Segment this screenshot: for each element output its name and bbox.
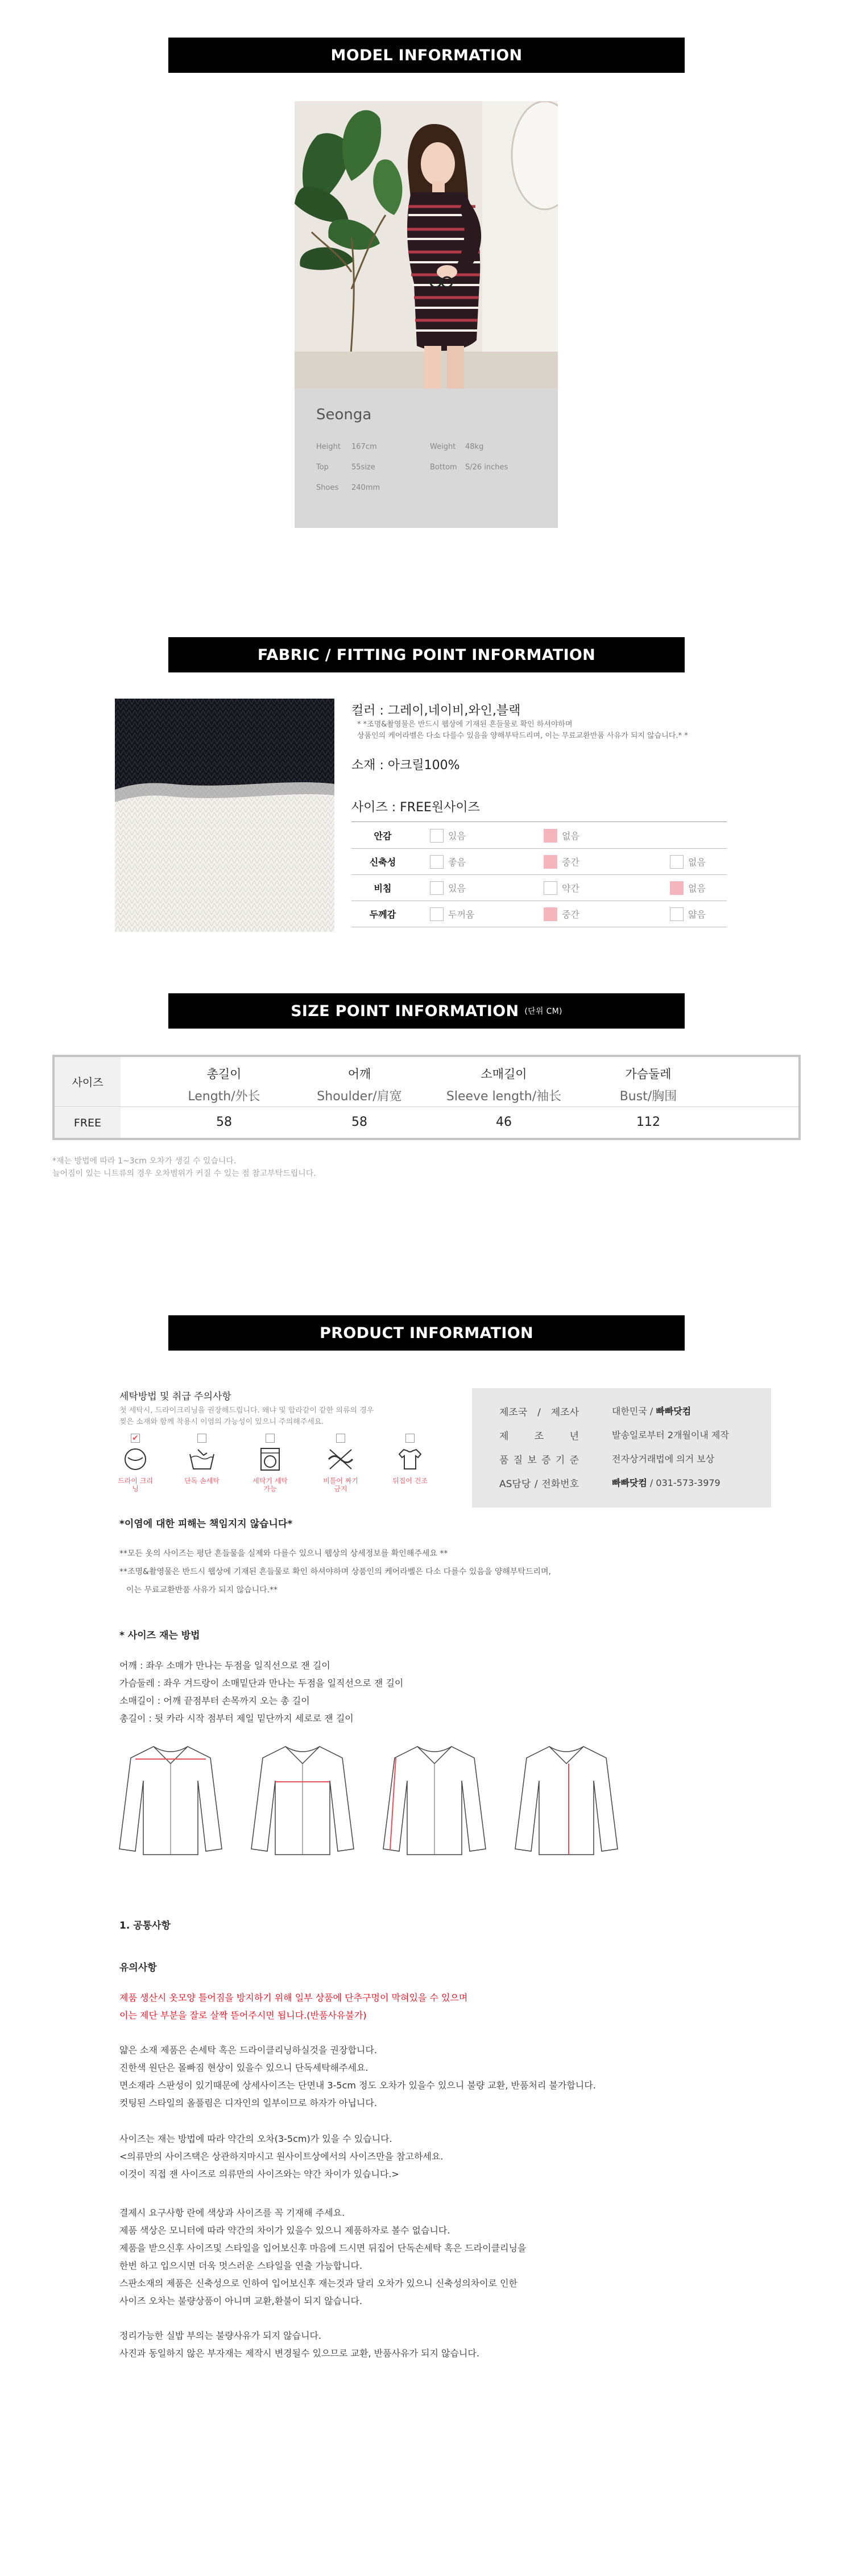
care-icon-label: 세탁기 세탁가능 — [252, 1477, 288, 1493]
care-check — [405, 1434, 415, 1443]
fit-option — [430, 907, 474, 921]
fit-option-label: 중간 — [562, 857, 579, 868]
product-banner — [168, 1315, 685, 1351]
fit-option-label: 없음 — [688, 883, 706, 894]
care-desc-2: 찢은 소재와 함께 착용시 이염의 가능성이 있으니 주의해주세요. — [119, 1418, 324, 1426]
banner-title: PRODUCT INFORMATION — [320, 1324, 533, 1342]
fit-option-label: 있음 — [448, 831, 466, 841]
fit-option — [544, 855, 579, 869]
shirt-diagram-bust — [246, 1741, 359, 1860]
notice-line: 컷팅된 스타일의 올풀림은 디자인의 일부이므로 하자가 아닙니다. — [119, 2098, 377, 2108]
notice-line: 진한색 원단은 몰빠짐 현상이 있을수 있으니 단독세탁해주세요. — [119, 2062, 368, 2073]
shirt-diagram-sleeve — [378, 1741, 491, 1860]
info-value-text: 대한민국 / — [612, 1406, 656, 1417]
care-icon-inside-out — [391, 1434, 429, 1485]
fit-option-label: 좋음 — [448, 857, 466, 868]
info-value-text: / 031-573-3979 — [647, 1477, 721, 1488]
measure-line: 총길이 : 뒷 카라 시작 점부터 제일 밑단까지 세로로 잰 길이 — [119, 1713, 354, 1724]
fit-checkbox — [670, 907, 684, 921]
fit-checkbox — [670, 855, 684, 869]
fit-checkbox — [430, 855, 444, 869]
fit-row-name: 두께감 — [369, 909, 396, 920]
fit-option-label: 약간 — [562, 883, 579, 894]
washing-machine-icon — [255, 1446, 285, 1472]
fit-option — [430, 829, 466, 843]
care-check — [336, 1434, 345, 1443]
size-value-shoulder: 58 — [351, 1115, 367, 1129]
notice-line: 이것이 직접 잰 사이즈로 의류만의 사이즈와는 약간 차이가 있습니다.> — [119, 2169, 399, 2179]
fit-option — [430, 881, 466, 895]
caution-red-block — [119, 1989, 467, 2024]
notice-line: <의류만의 사이즈택은 상관하지마시고 원사이트상에서의 사이즈만을 참고하세요. — [119, 2151, 444, 2162]
size-banner — [168, 993, 685, 1029]
fit-checkbox — [544, 881, 557, 895]
fit-option-label: 중간 — [562, 909, 579, 920]
fabric-material-label: 소재 : 아크릴100% — [351, 758, 460, 773]
info-key: AS담당 / 전화번호 — [499, 1479, 579, 1490]
info-value-as — [612, 1476, 721, 1489]
notice-line: 사진과 동일하지 않은 부자재는 제작시 변경될수 있으므로 교환, 반품사유가 되지 않습니다. — [119, 2348, 479, 2359]
spec-key: Bottom — [430, 463, 457, 472]
fit-row-name: 비침 — [374, 883, 392, 894]
notice-paragraph-3 — [119, 2204, 526, 2310]
col-label-en: Sleeve length/袖长 — [446, 1089, 562, 1104]
spec-key: Height — [316, 443, 341, 451]
care-icon-label: 드라이 크리닝 — [118, 1477, 153, 1493]
care-title: 세탁방법 및 취급 주의사항 — [119, 1391, 231, 1402]
notice-paragraph-4 — [119, 2327, 479, 2362]
fabric-size-label: 사이즈 : FREE원사이즈 — [351, 800, 480, 815]
size-value-length: 58 — [216, 1115, 232, 1129]
notice-line: 스판소재의 제품은 신축성으로 인하여 입어보신후 재는것과 달리 오차가 있으니 신축성의차이로 인한 — [119, 2278, 518, 2289]
care-desc-1: 첫 세탁시, 드라이크리닝을 권장해드립니다. 왜냐 및 합라같이 같한 의류의 경우 — [119, 1406, 374, 1415]
care-icon-label: 비틀어 짜기금지 — [323, 1477, 358, 1493]
shirt-inside-out-icon — [395, 1446, 425, 1472]
notice-line: 면소재라 스판성이 있기때문에 상세사이즈는 단면내 3-5cm 정도 오차가 있을수 있으니 불량 교환, 반품처리 불가합니다. — [119, 2080, 596, 2091]
measure-title: * 사이즈 재는 방법 — [119, 1630, 200, 1641]
spec-value: 55size — [351, 463, 375, 472]
fit-option — [670, 881, 706, 895]
col-label-ko: 소매길이 — [481, 1067, 527, 1081]
fit-row-stretch — [351, 849, 727, 875]
size-col-bust — [591, 1065, 705, 1104]
info-value-brand: 빠빠닷컴 — [612, 1477, 647, 1488]
model-name: Seonga — [316, 406, 372, 423]
measure-line: 가슴둘레 : 좌우 겨드랑이 소매밑단과 만나는 두점을 일직선으로 잰 길이 — [119, 1678, 404, 1689]
notice-line: 제품 색상은 모니터에 따라 약간의 차이가 있을수 있으니 제품하자로 볼수 없습니다. — [119, 2225, 450, 2236]
care-check — [197, 1434, 206, 1443]
spec-value: 48kg — [465, 443, 484, 451]
warning-line-3: 이는 무료교환반품 사유가 되지 않습니다.** — [126, 1586, 278, 1595]
size-row-label: FREE — [55, 1108, 121, 1138]
fit-option-label: 없음 — [688, 857, 706, 868]
fit-option — [670, 907, 706, 921]
model-photo-illustration — [295, 101, 558, 389]
care-icon-no-wring — [322, 1434, 359, 1493]
fit-row-sheer — [351, 875, 727, 901]
fabric-color-note-2: 상품인의 케어라벨은 다소 다를수 있음을 양해부탁드리며, 이는 무료교환반품 사유가 되지 않습니다.* * — [357, 732, 688, 740]
caution-title: 유의사항 — [119, 1962, 157, 1974]
size-col-length — [167, 1065, 281, 1104]
info-value-date: 발송일로부터 2개월이내 제작 — [612, 1430, 729, 1440]
col-label-ko: 어깨 — [347, 1067, 371, 1081]
fabric-color-note-1: * *조명&촬영물은 반드시 웹상에 기재된 흔들물로 확인 하셔야하며 — [357, 720, 573, 729]
size-note-2: 늘어짐이 있는 니트류의 경우 오차범위가 커질 수 있는 점 참고부탁드립니다. — [52, 1169, 316, 1178]
notice-paragraph-1 — [119, 2041, 596, 2112]
model-spec-weight — [430, 443, 483, 451]
fit-checkbox — [430, 907, 444, 921]
info-key: 제조국 / 제조사 — [499, 1407, 579, 1418]
product-info-box — [472, 1388, 771, 1508]
info-value-warranty: 전자상거래법에 의거 보상 — [612, 1454, 715, 1464]
model-spec-bottom — [430, 463, 508, 472]
fit-option-label: 없음 — [562, 831, 579, 841]
spec-value: S/26 inches — [465, 463, 508, 472]
fit-option-label: 있음 — [448, 883, 466, 894]
fit-row-name: 신축성 — [369, 857, 396, 868]
notice-line: 사이즈 오차는 불량상품이 아니며 교환,환불이 되지 않습니다. — [119, 2296, 363, 2306]
measure-line: 어깨 : 좌우 소매가 만나는 두점을 일직선으로 잰 길이 — [119, 1660, 330, 1671]
size-col-sleeve — [430, 1065, 578, 1104]
care-icon-dry-clean — [117, 1434, 154, 1493]
info-value-origin — [612, 1404, 691, 1417]
fit-option — [430, 855, 466, 869]
care-icon-label: 뒤집어 건조 — [392, 1477, 428, 1485]
fit-option — [670, 855, 706, 869]
size-table — [52, 1055, 801, 1140]
notice-line: 얇은 소재 제품은 손세탁 혹은 드라이클리닝하실것을 권장합니다. — [119, 2045, 377, 2055]
fit-option — [544, 881, 579, 895]
fit-checkbox-selected — [544, 855, 557, 869]
fit-checkbox — [430, 829, 444, 843]
fit-checkbox — [430, 881, 444, 895]
model-spec-height — [316, 443, 377, 451]
size-note-1: *재는 방법에 따라 1~3cm 오차가 생길 수 있습니다. — [52, 1157, 237, 1166]
fabric-color-label: 컬러 : 그레이,네이비,와인,블랙 — [351, 704, 521, 718]
notice-line: 정리가능한 실밥 부의는 불량사유가 되지 않습니다. — [119, 2330, 322, 2341]
shirt-diagram-shoulder — [114, 1741, 227, 1860]
info-value-brand: 빠빠닷컴 — [656, 1406, 691, 1417]
spec-value: 240mm — [351, 484, 380, 492]
fit-row-lining — [351, 823, 727, 849]
size-table-header — [55, 1057, 798, 1107]
notice-line: 사이즈는 재는 방법에 따라 약간의 오차(3-5cm)가 있을 수 있습니다. — [119, 2133, 392, 2144]
size-value-bust: 112 — [636, 1115, 660, 1129]
size-value-sleeve: 46 — [496, 1115, 512, 1129]
fit-option — [544, 907, 579, 921]
warning-line-2: **조명&촬영물은 반드시 웹상에 기재된 흔들물로 확인 하셔야하며 상품인의 케어라벨은 다소 다를수 있음을 양해부탁드리며, — [119, 1567, 551, 1576]
notice-paragraph-2 — [119, 2130, 443, 2183]
banner-title: FABRIC / FITTING POINT INFORMATION — [257, 646, 596, 664]
size-col-shoulder — [303, 1065, 416, 1104]
col-label-en: Shoulder/肩宽 — [317, 1089, 402, 1104]
care-check: ✔ — [131, 1434, 140, 1443]
info-key: 제 조 년 — [499, 1431, 579, 1442]
spec-key: Shoes — [316, 484, 339, 492]
warning-title: *이염에 대한 피해는 책임지지 않습니다* — [119, 1518, 293, 1530]
care-icon-label: 단독 손세탁 — [184, 1477, 220, 1485]
caution-red-line: 제품 생산시 옷모양 틀어짐을 방지하기 위해 일부 상품에 단추구멍이 막혀있을 수 있으며 — [119, 1992, 468, 2003]
dry-clean-icon — [120, 1446, 151, 1472]
care-check — [266, 1434, 275, 1443]
col-label-ko: 총길이 — [206, 1067, 242, 1081]
fit-row-name: 안감 — [374, 831, 392, 841]
fit-checkbox-selected — [670, 881, 684, 895]
notice-line: 한번 하고 입으시면 더욱 멋스러운 스타일을 연출 가능합니다. — [119, 2260, 363, 2271]
care-icon-hand-wash — [183, 1434, 221, 1485]
model-photo — [295, 101, 558, 389]
col-label-en: Length/外长 — [188, 1089, 260, 1104]
spec-value: 167cm — [351, 443, 377, 451]
col-label-ko: 가슴둘레 — [625, 1067, 672, 1081]
model-spec-top — [316, 463, 375, 472]
care-icon-machine-wash — [251, 1434, 289, 1493]
notice-line: 결제시 요구사항 란에 색상과 사이즈를 꼭 기재해 주세요. — [119, 2207, 345, 2218]
size-header-label: 사이즈 — [55, 1057, 121, 1107]
banner-title: SIZE POINT INFORMATION — [291, 1002, 519, 1020]
fit-option-label: 얇음 — [688, 909, 706, 920]
fit-checkbox-selected — [544, 907, 557, 921]
spec-key: Top — [316, 463, 329, 472]
fit-option-label: 두꺼움 — [448, 909, 475, 920]
hand-wash-icon — [187, 1446, 217, 1472]
fit-row-thickness — [351, 901, 727, 927]
fabric-swatch — [115, 699, 334, 932]
measure-list — [119, 1657, 403, 1727]
col-label-en: Bust/胸围 — [619, 1089, 677, 1104]
model-information-banner — [168, 38, 685, 73]
model-card — [295, 101, 558, 528]
fit-option — [544, 829, 579, 843]
fit-table-top-rule — [351, 821, 727, 822]
size-unit: (단위 CM) — [524, 1007, 562, 1016]
fabric-banner — [168, 637, 685, 672]
notice-line: 제품을 받으신후 사이즈및 스타일을 입어보신후 마음에 드시면 뒤집어 단독손세탁 혹은 드라이클리닝을 — [119, 2243, 527, 2253]
info-key: 품 질 보 증 기 준 — [499, 1455, 579, 1466]
model-spec-shoes — [316, 484, 380, 492]
fit-checkbox-selected — [544, 829, 557, 843]
measure-line: 소매길이 : 어깨 끝점부터 손목까지 오는 총 길이 — [119, 1695, 310, 1706]
shirt-diagram-length — [510, 1741, 623, 1860]
banner-title: MODEL INFORMATION — [330, 46, 523, 64]
warning-line-1: **모든 옷의 사이즈는 평단 흔들물을 실제와 다를수 있으니 웹상의 상세정보를 확인해주세요 ** — [119, 1549, 448, 1558]
knit-texture-image — [115, 699, 334, 932]
caution-red-line: 이는 제단 부분을 잘로 살짝 뜯어주시면 됩니다.(반품사유불가) — [119, 2010, 367, 2021]
no-wring-icon — [325, 1446, 356, 1472]
common-title: 1. 공통사항 — [119, 1920, 171, 1931]
spec-key: Weight — [430, 443, 456, 451]
